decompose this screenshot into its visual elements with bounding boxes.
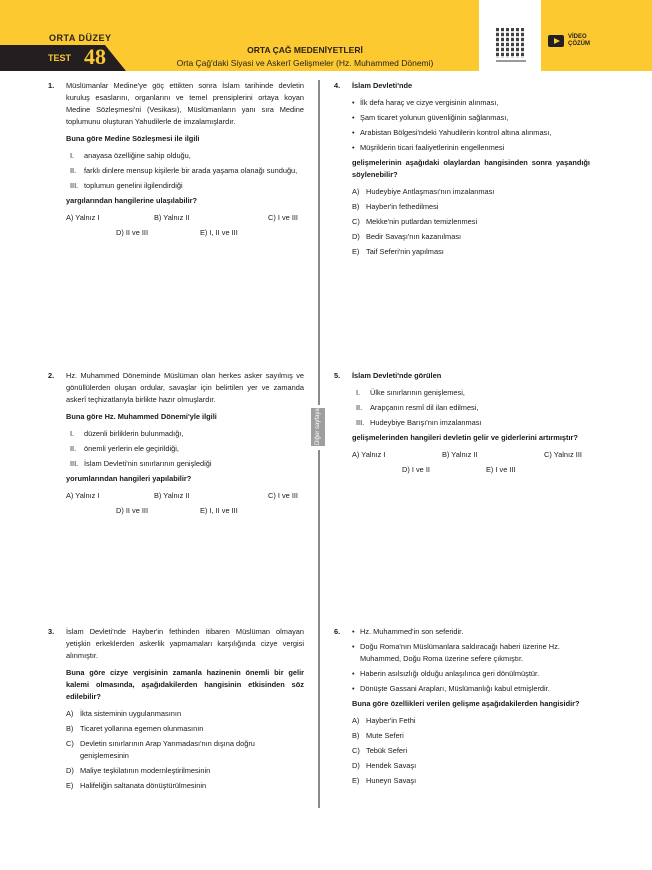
bullet-text: Hz. Muhammed'in son seferidir. xyxy=(360,627,464,636)
statement xyxy=(356,387,590,399)
question-number: 2. xyxy=(48,371,55,380)
option-text: İkta sisteminin uygulanmasının xyxy=(80,709,182,718)
question-stem: Müslümanlar Medine'ye göç ettikten sonra İslam tarihinde devletin kuruluş esaslarını, organlarını ve temel prensiplerini ortaya koyan Medine Sözleşmesi'ni (Vesikası), Müslümanların yanı sıra Medine toplumunu oluşturan Yahudilerle de imzalamışlardır. xyxy=(66,81,304,126)
bullet-text: İlk defa haraç ve cizye vergisinin alınması, xyxy=(360,98,499,107)
bullet-item: • Arabistan Bölgesi'ndeki Yahudilerin kontrol altına alınması, xyxy=(352,128,552,137)
question-stem: Hz. Muhammed Döneminde Müslüman olan herkes asker sayılmış ve gönüllülerden oluşan ordular, savaşlar için belirtilen yer ve zamanda askerî teçhizatlarıyla birlikte hazır olmuşlardır. xyxy=(66,371,304,404)
play-video-icon[interactable] xyxy=(548,35,564,47)
option-text: Devletin sınırlarının Arap Yarımadası'nın dışına doğru genişlemesinin xyxy=(80,739,255,760)
option-text: Hayber'in fethedilmesi xyxy=(366,202,439,211)
option-letter: D) xyxy=(352,761,360,770)
statement xyxy=(356,402,590,414)
statement-text: farklı dinlere mensup kişilerle bir arada yaşama olanağı sunduğu, xyxy=(84,166,298,175)
roman-numeral: III. xyxy=(356,418,365,427)
roman-numeral: II. xyxy=(70,166,77,175)
question-prompt: Buna göre cizye vergisinin zamanla hazinenin önemli bir gelir kalemi olmasında, aşağıdakilerden hangisinin etkisinden söz edilebilir? xyxy=(66,668,304,701)
question-4 xyxy=(334,80,590,261)
option-text: Mute Seferi xyxy=(366,731,404,740)
question-lead: Buna göre Hz. Muhammed Dönemi'yle ilgili xyxy=(66,412,217,421)
roman-numeral: I. xyxy=(70,151,75,160)
option-b[interactable] xyxy=(352,201,590,213)
option-a[interactable] xyxy=(352,186,590,198)
option-e[interactable]: E) I ve III xyxy=(486,465,516,474)
question-number: 6. xyxy=(334,627,341,636)
option-letter: A) xyxy=(66,709,74,718)
question-5 xyxy=(334,370,590,477)
option-e[interactable] xyxy=(352,246,590,258)
option-b[interactable] xyxy=(352,730,590,742)
option-letter: C) xyxy=(352,217,360,226)
option-letter: C) xyxy=(66,739,74,748)
option-d[interactable]: D) II ve III xyxy=(116,228,149,237)
option-b[interactable]: B) Yalnız II xyxy=(154,491,190,500)
question-prompt: yorumlarından hangileri yapılabilir? xyxy=(66,474,192,483)
option-letter: E) xyxy=(66,781,74,790)
option-letter: E) xyxy=(352,247,360,256)
column-divider xyxy=(318,80,320,405)
statement-text: düzenli birliklerin bulunmadığı, xyxy=(84,429,184,438)
statement-text: anayasa özelliğine sahip olduğu, xyxy=(84,151,191,160)
video-solution-label[interactable] xyxy=(568,34,608,48)
qr-code-icon[interactable] xyxy=(496,28,526,58)
question-6 xyxy=(334,626,590,790)
option-letter: B) xyxy=(352,731,360,740)
bullet-item: • Hz. Muhammed'in son seferidir. xyxy=(352,627,464,636)
option-a[interactable]: A) Yalnız I xyxy=(66,491,100,500)
bullet-item: • Müşriklerin ticari faaliyetlerinin engellenmesi xyxy=(352,143,505,152)
bullet-text: Haberin asılsızlığı olduğu anlaşılınca geri dönülmüştür. xyxy=(360,669,540,678)
bullet-text: Doğu Roma'nın Müslümanlara saldıracağı haberi üzerine Hz. Muhammed, Doğu Roma üzerine sefere çıkmıştır. xyxy=(360,642,560,663)
roman-numeral: III. xyxy=(70,459,79,468)
bullet-text: Müşriklerin ticari faaliyetlerinin engellenmesi xyxy=(360,143,505,152)
statement xyxy=(70,165,304,177)
option-letter: D) xyxy=(352,232,360,241)
bullet-text: Şam ticaret yolunun güvenliğinin sağlanması, xyxy=(360,113,509,122)
option-text: Halifeliğin saltanata dönüştürülmesinin xyxy=(80,781,207,790)
question-number: 4. xyxy=(334,81,341,90)
option-d[interactable] xyxy=(66,765,304,777)
test-label: TEST xyxy=(48,53,72,63)
unit-subtitle: Orta Çağ'daki Siyasi ve Askerî Gelişmeler (Hz. Muhammed Dönemi) xyxy=(176,58,434,68)
option-b[interactable] xyxy=(66,723,304,735)
option-text: Ticaret yollarına egemen olunmasının xyxy=(80,724,204,733)
option-letter: D) xyxy=(66,766,74,775)
option-d[interactable] xyxy=(352,231,590,243)
bullet-text: Dönüşte Gassani Arapları, Müslümanlığı kabul etmişlerdir. xyxy=(360,684,550,693)
roman-numeral: II. xyxy=(356,403,363,412)
qr-caption xyxy=(496,60,526,62)
option-a[interactable] xyxy=(352,715,590,727)
bullet-item: • Haberin asılsızlığı olduğu anlaşılınca geri dönülmüştür. xyxy=(352,669,540,678)
bullet-item: • Şam ticaret yolunun güvenliğinin sağlanması, xyxy=(352,113,509,122)
option-text: Taif Seferi'nin yapılması xyxy=(366,247,444,256)
option-text: Bedir Savaşı'nın kazanılması xyxy=(366,232,462,241)
option-c[interactable]: C) I ve III xyxy=(268,213,298,222)
question-stem: İslam Devleti'nde xyxy=(352,81,413,90)
option-text: Maliye teşkilatının modernleştirilmesinin xyxy=(80,766,211,775)
option-c[interactable]: C) Yalnız III xyxy=(544,450,582,459)
option-text: Hudeybiye Antlaşması'nın imzalanması xyxy=(366,187,495,196)
option-b[interactable]: B) Yalnız II xyxy=(154,213,190,222)
bullet-item: • Doğu Roma'nın Müslümanlara saldıracağı haberi üzerine Hz. Muhammed, Doğu Roma üzerine sefere çıkmıştır. xyxy=(352,641,590,665)
option-c[interactable] xyxy=(352,216,590,228)
statement-text: önemli yerlerin ele geçirildiği, xyxy=(84,444,179,453)
roman-numeral: III. xyxy=(70,181,79,190)
option-e[interactable] xyxy=(352,775,590,787)
next-page-tag: Diğer sayfaya geçiniz xyxy=(311,408,325,446)
statement xyxy=(70,180,304,192)
question-number: 1. xyxy=(48,81,55,90)
option-a[interactable]: A) Yalnız I xyxy=(66,213,100,222)
question-prompt: Buna göre özellikleri verilen gelişme aşağıdakilerden hangisidir? xyxy=(352,699,580,708)
video-label: VİDEO xyxy=(568,34,587,40)
option-d[interactable] xyxy=(352,760,590,772)
option-text: Hendek Savaşı xyxy=(366,761,417,770)
statement xyxy=(70,150,304,162)
statement xyxy=(356,417,590,429)
option-letter: A) xyxy=(352,187,360,196)
option-letter: A) xyxy=(352,716,360,725)
statement xyxy=(70,428,304,440)
statement xyxy=(70,458,304,470)
bullet-item: • Dönüşte Gassani Arapları, Müslümanlığı kabul etmişlerdir. xyxy=(352,684,550,693)
statement-text: Hudeybiye Barışı'nın imzalanması xyxy=(370,418,482,427)
option-letter: E) xyxy=(352,776,360,785)
question-2 xyxy=(48,370,304,518)
roman-numeral: I. xyxy=(70,429,75,438)
difficulty-level: ORTA DÜZEY xyxy=(49,33,112,43)
option-e[interactable] xyxy=(66,780,304,792)
option-b[interactable]: B) Yalnız II xyxy=(442,450,478,459)
option-letter: B) xyxy=(352,202,360,211)
option-letter: C) xyxy=(352,746,360,755)
option-e[interactable]: E) I, II ve III xyxy=(200,228,238,237)
option-d[interactable]: D) I ve II xyxy=(402,465,430,474)
option-text: Tebük Seferi xyxy=(366,746,408,755)
option-text: Mekke'nin putlardan temizlenmesi xyxy=(366,217,478,226)
question-number: 5. xyxy=(334,371,341,380)
option-e[interactable]: E) I, II ve III xyxy=(200,506,238,515)
statement-text: Ülke sınırlarının genişlemesi, xyxy=(370,388,465,397)
question-stem: İslam Devleti'nde Hayber'in fethinden itibaren Müslüman olmayan yetişkin erkeklerden askerlik yapmamaları karşılığında cizye vergisi alınmıştır. xyxy=(66,627,304,660)
question-prompt: yargılarından hangilerine ulaşılabilir? xyxy=(66,196,198,205)
unit-title: ORTA ÇAĞ MEDENİYETLERİ xyxy=(247,45,363,55)
statement xyxy=(70,443,304,455)
statement-text: İslam Devleti'nin sınırlarının genişlediği xyxy=(84,459,212,468)
option-c[interactable] xyxy=(352,745,590,757)
solution-label: ÇÖZÜM xyxy=(568,41,590,47)
question-1 xyxy=(48,80,304,240)
option-d[interactable]: D) II ve III xyxy=(116,506,149,515)
answer-options xyxy=(66,212,304,240)
column-divider xyxy=(318,450,320,808)
roman-numeral: I. xyxy=(356,388,361,397)
question-stem: İslam Devleti'nde görülen xyxy=(352,371,442,380)
option-a[interactable]: A) Yalnız I xyxy=(352,450,386,459)
question-lead: Buna göre Medine Sözleşmesi ile ilgili xyxy=(66,134,200,143)
answer-options xyxy=(66,490,304,518)
question-prompt: gelişmelerinin aşağıdaki olaylardan hangisinden sonra yaşandığı söylenebilir? xyxy=(352,158,590,179)
option-c[interactable] xyxy=(66,738,304,762)
option-text: Huneyn Savaşı xyxy=(366,776,417,785)
question-prompt: gelişmelerinden hangileri devletin gelir ve giderlerini artırmıştır? xyxy=(352,433,578,442)
bullet-text: Arabistan Bölgesi'ndeki Yahudilerin kontrol altına alınması, xyxy=(360,128,552,137)
statement-text: Arapçanın resmî dil ilan edilmesi, xyxy=(370,403,479,412)
statement-text: toplumun genelini ilgilendirdiği xyxy=(84,181,183,190)
option-a[interactable] xyxy=(66,708,304,720)
answer-options xyxy=(352,449,590,477)
question-3 xyxy=(48,626,304,795)
roman-numeral: II. xyxy=(70,444,77,453)
option-letter: B) xyxy=(66,724,74,733)
test-number: 48 xyxy=(84,44,106,69)
bullet-item: • İlk defa haraç ve cizye vergisinin alınması, xyxy=(352,98,499,107)
option-text: Hayber'in Fethi xyxy=(366,716,416,725)
question-number: 3. xyxy=(48,627,55,636)
option-c[interactable]: C) I ve III xyxy=(268,491,298,500)
